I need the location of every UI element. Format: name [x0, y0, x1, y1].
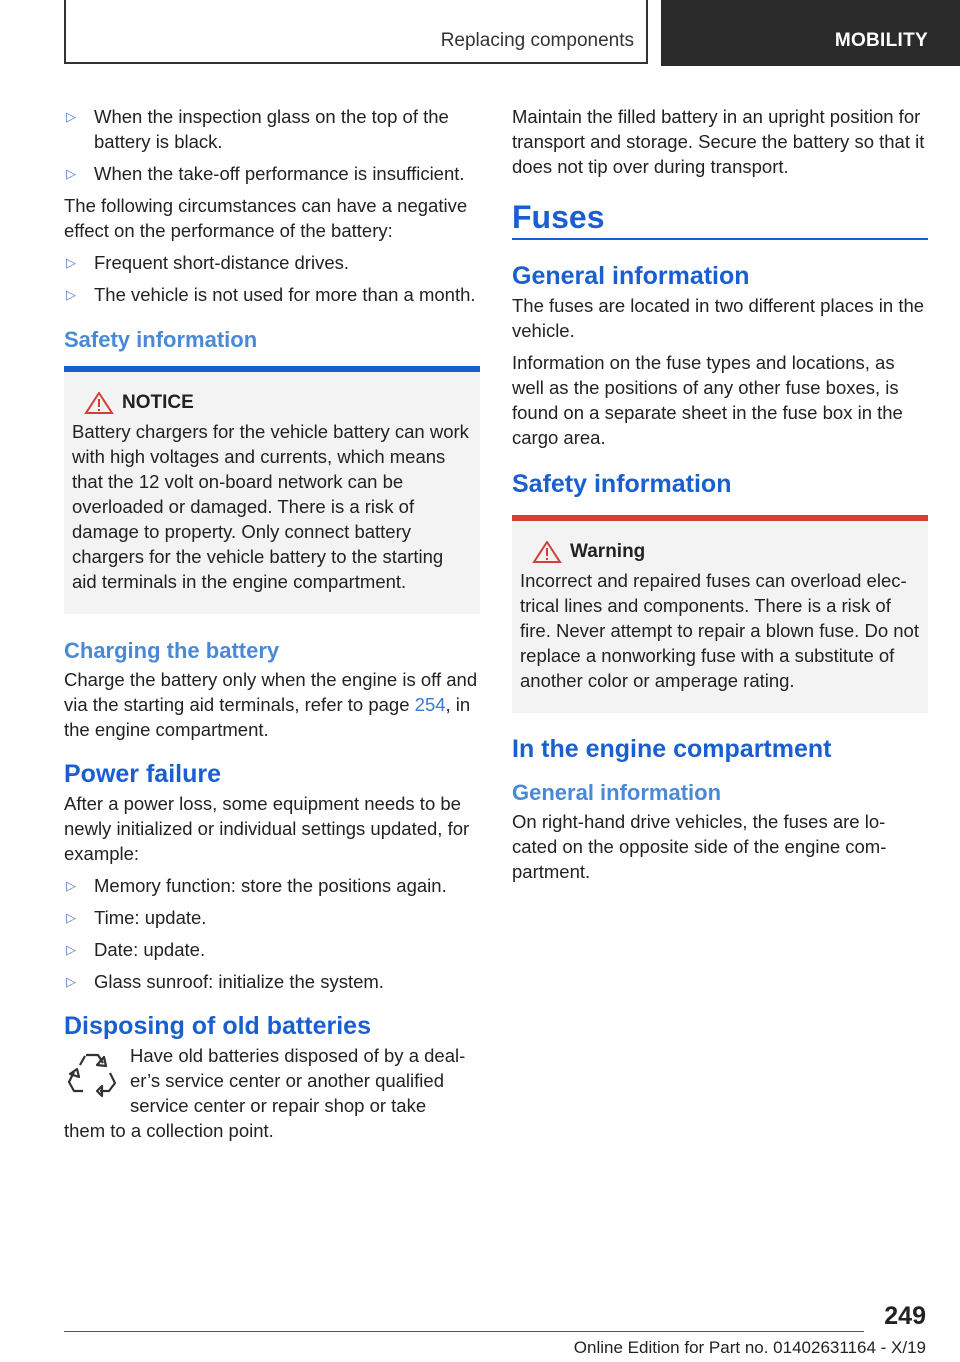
triangle-bullet-icon: ▷	[66, 109, 76, 124]
list-item: ▷ Date: update.	[66, 939, 206, 960]
triangle-bullet-icon: ▷	[66, 287, 76, 302]
right-column	[512, 104, 928, 891]
list-item: ▷ Time: update.	[66, 907, 207, 928]
chapter-divider	[512, 238, 928, 240]
paragraph: Information on the fuse types and locations, as well as the positions of any other fuse boxes, is found on a separate sheet in the fuse box in the cargo area.	[512, 352, 903, 448]
header-section-box	[661, 0, 960, 66]
header-title: Replacing components	[440, 30, 634, 51]
section-heading: Safety information	[512, 470, 732, 498]
page-header	[0, 0, 960, 66]
notice-text: Battery chargers for the vehicle battery can work with high voltages and currents, which means that the 12 volt on-board network can be overloaded or damaged. There is a risk of damage to property. Only connect battery chargers for the vehicle battery to the starting aid terminals in the engine compartment.	[72, 421, 469, 592]
paragraph: Have old batteries disposed of by a deal-er’s service center or another qualified service center or repair shop or take	[130, 1045, 466, 1116]
notice-box	[64, 372, 480, 614]
notice-label: NOTICE	[122, 392, 194, 413]
header-title-box	[64, 0, 648, 64]
paragraph: On right-hand drive vehicles, the fuses are lo-cated on the opposite side of the engine com-partment.	[512, 811, 887, 882]
recycle-icon	[66, 1047, 118, 1099]
warning-triangle-icon	[84, 392, 114, 414]
disposing-block	[64, 1043, 480, 1143]
triangle-bullet-icon: ▷	[66, 974, 76, 989]
section-subheading: General information	[512, 780, 722, 805]
triangle-bullet-icon: ▷	[66, 166, 76, 181]
paragraph: The fuses are located in two different places in the vehicle.	[512, 295, 925, 341]
section-heading: General information	[512, 262, 750, 290]
list-item: ▷ Glass sunroof: initialize the system.	[66, 971, 384, 992]
triangle-bullet-icon: ▷	[66, 255, 76, 270]
paragraph: them to a collection point.	[64, 1120, 274, 1141]
edition-note: Online Edition for Part no. 01402631164 - X/19	[573, 1338, 926, 1357]
page-number: 249	[884, 1302, 926, 1330]
section-heading: Power failure	[64, 760, 221, 788]
warning-box	[512, 521, 928, 713]
list-item: ▷ The vehicle is not used for more than a month.	[66, 284, 476, 305]
page-link[interactable]: 254	[414, 694, 446, 715]
section-subheading: Charging the battery	[64, 638, 280, 663]
section-heading: Safety information	[64, 327, 258, 352]
header-section: MOBILITY	[834, 30, 928, 51]
chapter-heading: Fuses	[512, 199, 605, 235]
warning-text: Incorrect and repaired fuses can overload elec-trical lines and components. There is a risk of fire. Never attempt to repair a blown fuse. Do not replace a nonworking fuse with a substitute of another color or amperage rating.	[520, 570, 919, 691]
list-item: ▷ Memory function: store the positions again.	[66, 875, 447, 896]
warning-label: Warning	[570, 541, 646, 562]
list-item: ▷ When the take-off performance is insufficient.	[66, 163, 465, 184]
triangle-bullet-icon: ▷	[66, 942, 76, 957]
warning-triangle-icon	[532, 541, 562, 563]
triangle-bullet-icon: ▷	[66, 910, 76, 925]
list-item: ▷ When the inspection glass on the top of the battery is black.	[66, 106, 449, 152]
paragraph: Maintain the filled battery in an upright position for transport and storage. Secure the battery so that it does not tip over during transport.	[512, 106, 925, 177]
section-heading: In the engine compartment	[512, 735, 832, 763]
paragraph: The following circumstances can have a negative effect on the performance of the battery:	[64, 195, 468, 241]
left-column	[64, 104, 480, 1150]
section-heading: Disposing of old batteries	[64, 1012, 371, 1040]
list-item: ▷ Frequent short-distance drives.	[66, 252, 350, 273]
paragraph: Charge the battery only when the engine is off and via the starting aid terminals, refer to page 254, in the engine compartment.	[64, 669, 478, 740]
paragraph: After a power loss, some equipment needs to be newly initialized or individual settings updated, for example:	[64, 793, 470, 864]
footer-divider	[64, 1331, 864, 1332]
triangle-bullet-icon: ▷	[66, 878, 76, 893]
